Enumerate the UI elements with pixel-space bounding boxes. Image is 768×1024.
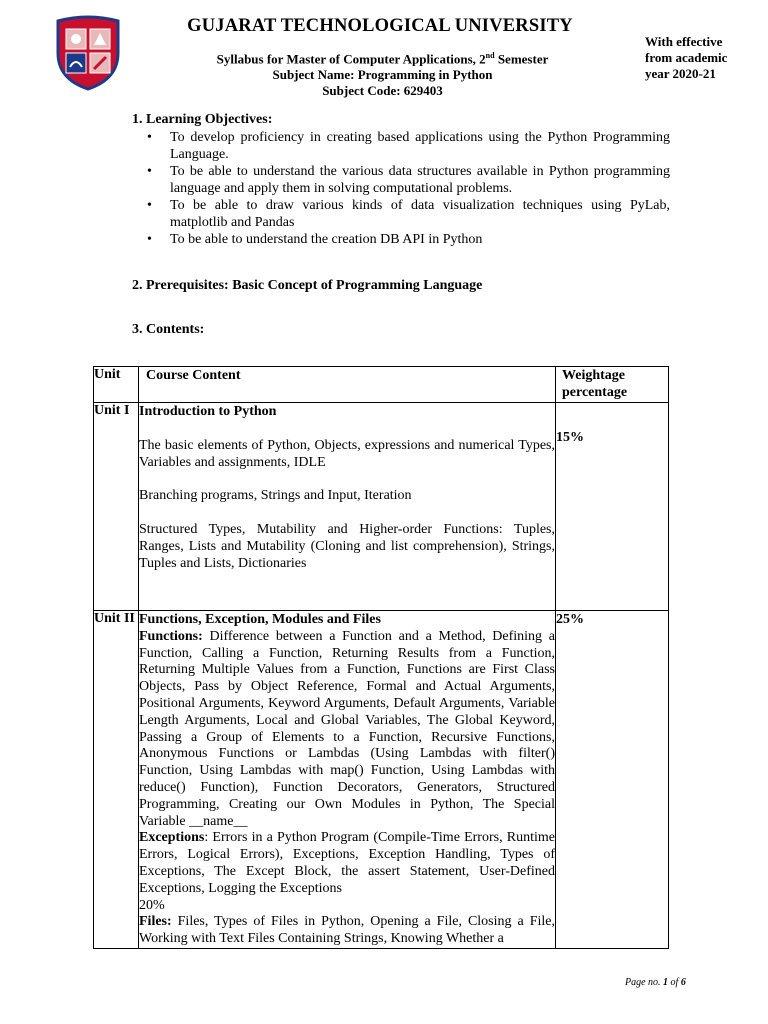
unit-title: Introduction to Python — [139, 404, 277, 419]
prerequisites-heading: 2. Prerequisites: Basic Concept of Programming Language — [132, 278, 483, 293]
table-header-row — [94, 367, 669, 403]
learning-objectives-heading: 1. Learning Objectives: — [132, 112, 273, 127]
page-number: Page no. 1 of 6 — [625, 977, 686, 988]
unit-title: Functions, Exception, Modules and Files — [139, 612, 381, 627]
unit-content: Introduction to Python The basic elements of Python, Objects, expressions and numerical Types, Variables and assignments, IDLE Branching programs, Strings and Input, Iteration Structured Types, Mutability and Higher-order Functions: Tuples, Ranges, Lists and Mutability (Cloning and list comprehension), Strings, Tuples and Lists, Dictionaries — [139, 403, 556, 611]
table-row — [94, 611, 669, 949]
list-item: • To be able to draw various kinds of data visualization techniques using PyLab, matplotlib and Pandas — [147, 198, 670, 230]
university-title: GUJARAT TECHNOLOGICAL UNIVERSITY — [187, 16, 573, 36]
contents-heading: 3. Contents: — [132, 322, 205, 337]
unit-content: Functions, Exception, Modules and Files Functions: Difference between a Function and a Method, Defining a Function, Calling a Function, Returning Results from a Function, Returning Multiple Values from a Function, Functions are First Class Objects, Pass by Object Reference, Formal and Actual Arguments, Positional Arguments, Keyword Arguments, Default Arguments, Variable Length Arguments, Local and Global Variables, The Global Keyword, Passing a Group of Elements to a Function, Recursive Functions, Anonymous Functions or Lambdas (Using Lambdas with filter() Function, Using Lambdas with map() Function, Using Lambdas with reduce() Function), Function Decorators, Generators, Structured Programming, Creating our Own Modules in Python, The Special Variable __name__ Exceptions: Errors in a Python Program (Compile-Time Errors, Runtime Errors, Logical Errors), Exceptions, Exception Handling, Types of Exceptions, The Except Block, the assert Statement, User-Defined Exceptions, Logging the Exceptions 20% Files: Files, Types of Files in Python, Opening a File, Closing a File, Working with Text Files Containing Strings, Knowing Whether a — [139, 611, 556, 949]
course-content-table — [93, 366, 669, 949]
list-item: • To develop proficiency in creating based applications using the Python Programming Language. — [147, 130, 670, 162]
subject-name: Subject Name: Programming in Python — [272, 67, 493, 83]
learning-objectives-list — [146, 130, 670, 250]
list-item: • To be able to understand the creation DB API in Python — [147, 232, 483, 247]
unit-label: Unit II — [94, 611, 139, 949]
syllabus-program-line: Syllabus for Master of Computer Applications, 2nd Semester — [216, 51, 549, 67]
university-logo — [50, 15, 126, 91]
unit-weightage: 15% — [556, 403, 669, 611]
header-weightage: Weightage percentage — [556, 367, 669, 403]
header-unit: Unit — [94, 367, 139, 403]
effective-year-note: With effective from academic year 2020-21 — [645, 34, 728, 81]
header-course-content: Course Content — [139, 367, 556, 403]
syllabus-heading — [130, 48, 635, 99]
unit-weightage: 25% — [556, 611, 669, 949]
table-row — [94, 403, 669, 611]
unit-label: Unit I — [94, 403, 139, 611]
subject-code: Subject Code: 629403 — [322, 83, 443, 99]
list-item: • To be able to understand the various data structures available in Python programming language and apply them in solving computational problems. — [147, 164, 670, 196]
